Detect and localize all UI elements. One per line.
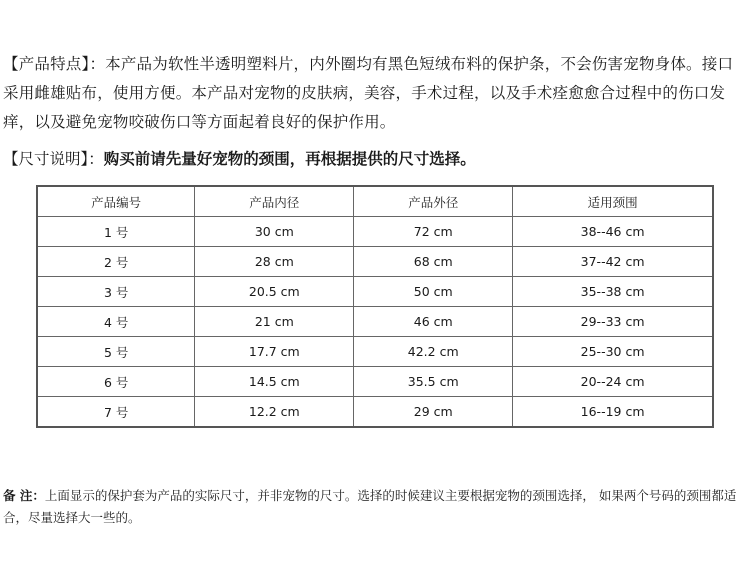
remarks <box>3 485 747 529</box>
cell-product-number: 7 号 <box>37 397 195 428</box>
cell-neck-size: 37--42 cm <box>513 247 713 277</box>
cell-neck-size: 35--38 cm <box>513 277 713 307</box>
header-outer-diameter: 产品外径 <box>354 186 513 217</box>
cell-outer-diameter: 68 cm <box>354 247 513 277</box>
features-label: 【产品特点】： <box>3 55 106 73</box>
size-text: 购买前请先量好宠物的颈围，再根据提供的尺寸选择。 <box>103 150 476 168</box>
header-neck-size: 适用颈围 <box>513 186 713 217</box>
cell-neck-size: 29--33 cm <box>513 307 713 337</box>
cell-product-number: 3 号 <box>37 277 195 307</box>
cell-product-number: 5 号 <box>37 337 195 367</box>
cell-outer-diameter: 46 cm <box>354 307 513 337</box>
cell-inner-diameter: 30 cm <box>195 217 354 247</box>
table-row <box>37 367 713 397</box>
cell-inner-diameter: 17.7 cm <box>195 337 354 367</box>
table-row <box>37 217 713 247</box>
note-text: 上面显示的保护套为产品的实际尺寸，并非宠物的尺寸。选择的时候建议主要根据宠物的颈围选择， 如果两个号码的颈围都适合，尽量选择大一些的。 <box>3 488 737 525</box>
cell-product-number: 1 号 <box>37 217 195 247</box>
cell-outer-diameter: 29 cm <box>354 397 513 428</box>
size-instructions <box>3 146 747 172</box>
cell-neck-size: 38--46 cm <box>513 217 713 247</box>
cell-product-number: 2 号 <box>37 247 195 277</box>
size-table <box>36 185 714 428</box>
cell-neck-size: 16--19 cm <box>513 397 713 428</box>
cell-inner-diameter: 12.2 cm <box>195 397 354 428</box>
table-row <box>37 337 713 367</box>
header-inner-diameter: 产品内径 <box>195 186 354 217</box>
cell-inner-diameter: 14.5 cm <box>195 367 354 397</box>
table-header-row <box>37 186 713 217</box>
cell-outer-diameter: 42.2 cm <box>354 337 513 367</box>
size-label: 【尺寸说明】： <box>3 150 104 168</box>
cell-inner-diameter: 21 cm <box>195 307 354 337</box>
cell-inner-diameter: 20.5 cm <box>195 277 354 307</box>
note-label: 备 注： <box>3 488 45 503</box>
header-product-number: 产品编号 <box>37 186 195 217</box>
table-row <box>37 277 713 307</box>
table-row <box>37 397 713 428</box>
features-text: 本产品为软性半透明塑料片，内外圈均有黑色短绒布料的保护条，不会伤害宠物身体。接口采用雌雄贴布，使用方便。本产品对宠物的皮肤病，美容，手术过程，以及手术痊愈愈合过程中的伤口发痒，以及避免宠物咬破伤口等方面起着良好的保护作用。 <box>3 55 734 131</box>
cell-inner-diameter: 28 cm <box>195 247 354 277</box>
cell-outer-diameter: 35.5 cm <box>354 367 513 397</box>
table-row <box>37 307 713 337</box>
cell-product-number: 6 号 <box>37 367 195 397</box>
table-row <box>37 247 713 277</box>
cell-neck-size: 25--30 cm <box>513 337 713 367</box>
product-features <box>3 50 747 137</box>
cell-product-number: 4 号 <box>37 307 195 337</box>
cell-outer-diameter: 50 cm <box>354 277 513 307</box>
cell-neck-size: 20--24 cm <box>513 367 713 397</box>
cell-outer-diameter: 72 cm <box>354 217 513 247</box>
